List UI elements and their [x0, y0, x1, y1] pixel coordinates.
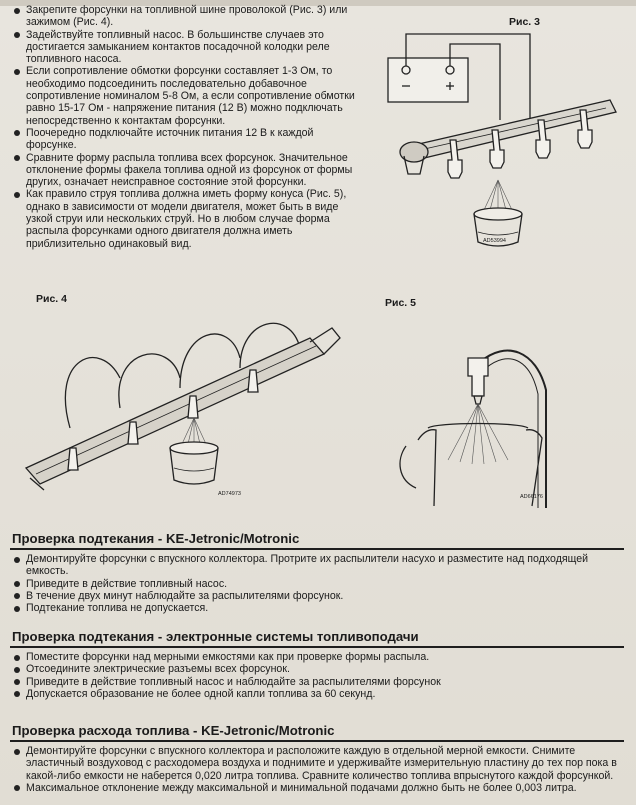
list-item: Демонтируйте форсунки с впускного коллектора. Протрите их распылители насухо и разместите над подходящей емкость.: [12, 553, 622, 578]
section-title: Проверка подтекания - KE-Jetronic/Motronic: [12, 531, 300, 546]
list-item: Отсоедините электрические разъемы всех форсунок.: [12, 663, 622, 675]
section-bullet-list: [12, 745, 622, 794]
list-item: Закрепите форсунки на топливной шине проволокой (Рис. 3) или зажимом (Рис. 4).: [12, 4, 364, 29]
fig5-label: Рис. 5: [385, 297, 416, 309]
list-item: Сравните форму распыла топлива всех форсунок. Значительное отклонение формы факела топлива одной из форсунок от формы других, означает неисправное состояние этой форсунки.: [12, 152, 364, 189]
list-item: Как правило струя топлива должна иметь форму конуса (Рис. 5), однако в зависимости от модели двигателя, может быть в виде узкой струи или нескольких струй. Но в любом случае форма распыла форсунками одного двигателя должна иметь приблизительно одинаковый вид.: [12, 188, 364, 249]
fig5-illustration: [396, 310, 556, 508]
list-item: Демонтируйте форсунки с впускного коллектора и расположите каждую в отдельной мерной емкости. Снимите эластичный воздуховод с расходомера воздуха и поднимите и удерживайте измерительную пластину до тех пор пока в какой-либо емкости не наберется 0,020 литра топлива. Сравните количество топлива впрыснутого каждой форсункой.: [12, 745, 622, 782]
section-divider: [10, 646, 624, 648]
fig3-illustration: [380, 28, 630, 268]
section-leak-electronic: [0, 629, 636, 700]
list-item: Если сопротивление обмотки форсунки составляет 1-3 Ом, то необходимо подсоединить последовательно добавочное сопротивление номиналом 5-8 Ом, а если сопротивление обмотки равно 15-17 Ом - напряжение питания (12 В) можно подключать непосредственно к контактам форсунки.: [12, 65, 364, 126]
fig4-label: Рис. 4: [36, 293, 67, 305]
fig4-illustration: [10, 298, 370, 508]
section-title: Проверка расхода топлива - KE-Jetronic/Motronic: [12, 723, 335, 738]
list-item: Приведите в действие топливный насос и наблюдайте за распылителями форсунок: [12, 676, 622, 688]
fig4-code: AD74973: [218, 491, 241, 497]
section-title: Проверка подтекания - электронные системы топливоподачи: [12, 629, 419, 644]
list-item: Поочередно подключайте источник питания 12 В к каждой форсунке.: [12, 127, 364, 152]
section-fuel-consumption: [0, 723, 636, 794]
list-item: Максимальное отклонение между максимальной и минимальной подачами должно быть не более 0,003 литра.: [12, 782, 622, 794]
section-leak-ke-jetronic: [0, 531, 636, 614]
section-divider: [10, 548, 624, 550]
list-item: Допускается образование не более одной капли топлива за 60 секунд.: [12, 688, 622, 700]
fig3-label: Рис. 3: [509, 16, 540, 28]
list-item: Задействуйте топливный насос. В большинстве случаев это достигается замыканием контактов посадочной колодки реле топливного насоса.: [12, 29, 364, 66]
top-bullet-list: [12, 4, 364, 250]
list-item: В течение двух минут наблюдайте за распылителями форсунок.: [12, 590, 622, 602]
list-item: Поместите форсунки над мерными емкостями как при проверке формы распыла.: [12, 651, 622, 663]
fig3-code: AD53994: [483, 238, 506, 244]
section-bullet-list: [12, 553, 622, 614]
fig5-code: AD66176: [520, 494, 543, 500]
list-item: Приведите в действие топливный насос.: [12, 578, 622, 590]
list-item: Подтекание топлива не допускается.: [12, 602, 622, 614]
section-divider: [10, 740, 624, 742]
section-bullet-list: [12, 651, 622, 700]
